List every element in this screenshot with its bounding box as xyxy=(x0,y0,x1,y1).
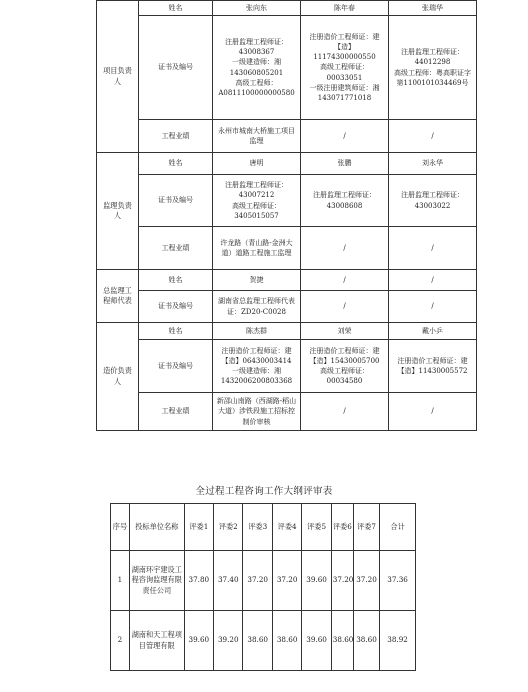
cert-line: 注册造价工程师证：建【造】06430003414 xyxy=(221,346,292,365)
person-name: / xyxy=(301,270,389,291)
field-label: 证书及编号 xyxy=(139,291,213,323)
performance-cell: / xyxy=(389,120,477,153)
total-cell: 37.36 xyxy=(380,551,416,611)
person-name: 刘荣 xyxy=(301,323,389,340)
person-name: 刘永华 xyxy=(389,153,477,175)
score-cell: 37.80 xyxy=(184,551,213,611)
score-cell: 37.40 xyxy=(214,551,243,611)
column-header-total: 合计 xyxy=(380,504,416,551)
cert-line: 高级工程师证：3405015057 xyxy=(232,201,281,220)
table-row xyxy=(97,153,477,175)
score-cell: 37.20 xyxy=(331,551,353,611)
field-label: 姓名 xyxy=(139,270,213,291)
table-row xyxy=(97,270,477,291)
cert-line: 注册监理工程师证：43003022 xyxy=(401,191,464,210)
person-name: 陈杰群 xyxy=(213,323,301,340)
score-cell: 38.60 xyxy=(353,611,379,671)
cert-cell: 湖南省总监理工程师代表证：ZD20-C0028 xyxy=(213,291,301,323)
cert-line: 高级工程师：粤高职证字第1100101034469号 xyxy=(394,68,471,87)
score-cell: 37.20 xyxy=(272,551,301,611)
cert-line: 高级工程师：A0811100000000580 xyxy=(218,78,295,97)
score-cell: 37.20 xyxy=(353,551,379,611)
score-cell: 39.60 xyxy=(302,551,331,611)
person-name: 贺捷 xyxy=(213,270,301,291)
performance-cell: 许龙路（青山路-金洲大道）道路工程施工监理 xyxy=(213,227,301,270)
field-label: 证书及编号 xyxy=(139,340,213,393)
cert-line: 高级工程师证：00034580 xyxy=(320,367,369,386)
column-header-seq xyxy=(111,504,130,551)
person-name: 张鹏 xyxy=(301,153,389,175)
performance-cell: / xyxy=(301,393,389,431)
cert-line: 一级建造师：湘1432006200803368 xyxy=(220,367,293,386)
performance-cell: / xyxy=(389,227,477,270)
cert-cell xyxy=(301,16,389,120)
cert-line: 注册造价工程师证：建【造】11174300000550 xyxy=(309,33,380,62)
table-row xyxy=(111,611,416,671)
field-label: 工程业绩 xyxy=(139,120,213,153)
cert-line: 注册造价工程师证：建【造】11430005572 xyxy=(397,356,468,375)
performance-cell: / xyxy=(301,227,389,270)
performance-cell: / xyxy=(389,393,477,431)
table-header-row xyxy=(111,504,416,551)
cert-cell xyxy=(301,175,389,227)
score-cell: 38.60 xyxy=(243,611,272,671)
performance-cell: 永州市城南大桥施工项目监理 xyxy=(213,120,301,153)
performance-cell: 新邵山南路（西湖路-稻山大道）涉铁段施工招标控制价审核 xyxy=(213,393,301,431)
table-row xyxy=(97,16,477,120)
personnel-table xyxy=(96,0,477,431)
cert-cell xyxy=(213,340,301,393)
table-row xyxy=(97,393,477,431)
column-header-judge: 评委7 xyxy=(353,504,379,551)
field-label: 姓名 xyxy=(139,1,213,16)
person-name: 陈年春 xyxy=(301,1,389,16)
table-row xyxy=(111,551,416,611)
role-label: 监理负责人 xyxy=(97,153,139,270)
score-cell: 39.60 xyxy=(184,611,213,671)
score-cell: 38.60 xyxy=(272,611,301,671)
table-row xyxy=(97,120,477,153)
row-seq: 2 xyxy=(111,611,130,671)
score-cell: 39.20 xyxy=(214,611,243,671)
role-label: 项目负责人 xyxy=(97,1,139,153)
cert-cell xyxy=(213,175,301,227)
table-row xyxy=(97,291,477,323)
cert-cell xyxy=(389,16,477,120)
cert-cell xyxy=(213,16,301,120)
person-name: 张向东 xyxy=(213,1,301,16)
field-label: 姓名 xyxy=(139,323,213,340)
column-header-judge: 评委4 xyxy=(272,504,301,551)
score-cell: 39.60 xyxy=(302,611,331,671)
field-label: 工程业绩 xyxy=(139,227,213,270)
cert-line: 注册监理工程师证：43007212 xyxy=(225,181,288,200)
cert-cell: / xyxy=(389,291,477,323)
role-label: 造价负责人 xyxy=(97,323,139,431)
table-row xyxy=(97,323,477,340)
field-label: 证书及编号 xyxy=(139,175,213,227)
role-label: 总监理工程师代表 xyxy=(97,270,139,323)
review-table-title: 全过程工程咨询工作大纲评审表 xyxy=(195,486,333,497)
row-bidder: 湖南环宇建设工程咨询监理有限责任公司 xyxy=(129,551,184,611)
cert-cell xyxy=(389,175,477,227)
cert-line: 一级建造师：湘143060805201 xyxy=(229,58,284,77)
field-label: 工程业绩 xyxy=(139,393,213,431)
row-bidder: 湖南和天工程项目管理有限 xyxy=(129,611,184,671)
cert-line: 注册监理工程师证：43008608 xyxy=(313,191,376,210)
table-row xyxy=(97,175,477,227)
table-row xyxy=(97,227,477,270)
cert-line: 高级工程师证：00033051 xyxy=(320,63,369,82)
table-row xyxy=(97,1,477,16)
field-label: 姓名 xyxy=(139,153,213,175)
person-name: / xyxy=(389,270,477,291)
person-name: 唐明 xyxy=(213,153,301,175)
cert-line: 注册监理工程师证：44012298 xyxy=(401,48,464,67)
total-cell: 38.92 xyxy=(380,611,416,671)
person-name: 戴小乒 xyxy=(389,323,477,340)
column-header-judge: 评委3 xyxy=(243,504,272,551)
person-name: 张瑞华 xyxy=(389,1,477,16)
cert-line: 注册造价工程师证：建【造】15430005700 xyxy=(309,346,380,365)
cert-cell: / xyxy=(301,291,389,323)
cert-line: 一级注册建筑师证：湘143071771018 xyxy=(309,83,380,102)
score-cell: 37.20 xyxy=(243,551,272,611)
cert-line: 注册监理工程师证：43008367 xyxy=(225,38,288,57)
review-score-table xyxy=(110,503,416,671)
cert-cell xyxy=(389,340,477,393)
column-header-judge: 评委5 xyxy=(302,504,331,551)
row-seq: 1 xyxy=(111,551,130,611)
column-header-bidder: 投标单位名称 xyxy=(129,504,184,551)
field-label: 证书及编号 xyxy=(139,16,213,120)
column-header-judge: 评委6 xyxy=(331,504,353,551)
performance-cell: / xyxy=(301,120,389,153)
column-header-judge: 评委2 xyxy=(214,504,243,551)
seq-header-char: 序号 xyxy=(112,521,128,531)
score-cell: 38.60 xyxy=(331,611,353,671)
cert-cell xyxy=(301,340,389,393)
table-row xyxy=(97,340,477,393)
column-header-judge: 评委1 xyxy=(184,504,213,551)
